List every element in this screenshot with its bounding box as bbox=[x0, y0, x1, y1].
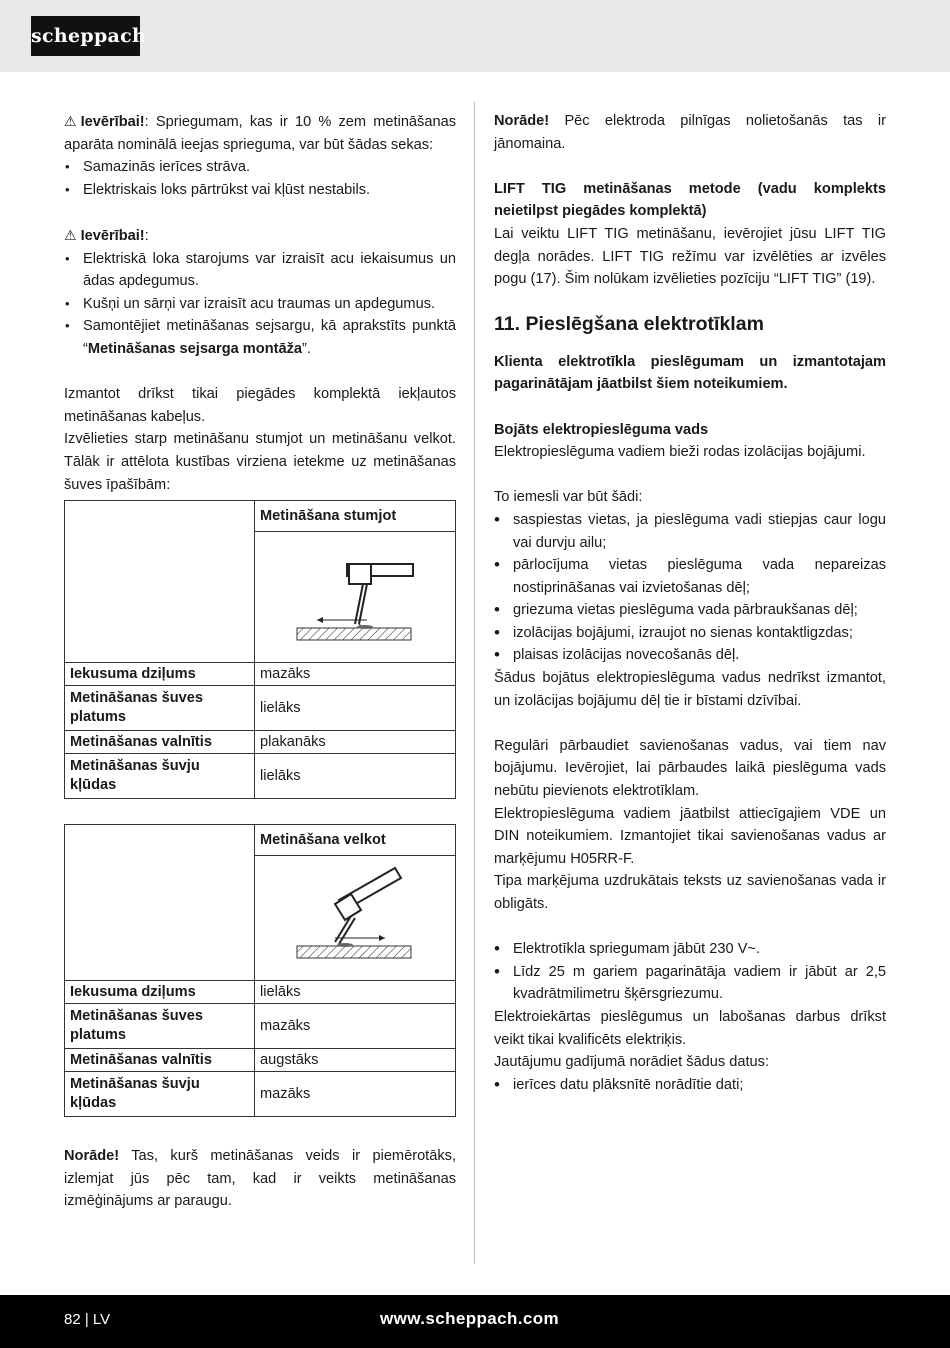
table-header: Metināšana stumjot bbox=[255, 501, 456, 532]
row-label: Iekusuma dziļums bbox=[65, 981, 255, 1004]
row-value: lielāks bbox=[255, 981, 456, 1004]
causes-list bbox=[494, 509, 886, 667]
list-item: • Elektrotīkla spriegumam jābūt 230 V~. bbox=[494, 938, 886, 961]
torch-pull-illustration bbox=[255, 858, 455, 972]
warning-text: : Spriegumam, kas ir 10 % zem metināšanas aparāta nominālā ieejas sprieguma, var būt šādas sekas: bbox=[64, 114, 456, 153]
questions-paragraph: Jautājumu gadījumā norādiet šādus datus: bbox=[494, 1054, 770, 1071]
row-value: lielāks bbox=[255, 686, 456, 731]
damaged-cable-title: Bojāts elektropieslēguma vads bbox=[494, 421, 709, 438]
list-item: • Elektriskā loka starojums var izraisīt acu iekaisumus un ādas apdegumus. bbox=[64, 248, 456, 293]
note-paragraph: Norāde! Pēc elektroda pilnīgas nolietošanās tas ir jānomaina. bbox=[494, 113, 886, 152]
scheppach-logo: scheppach bbox=[31, 16, 140, 56]
row-value: mazāks bbox=[255, 663, 456, 686]
danger-paragraph: Šādus bojātus elektropieslēguma vadus nedrīkst izmantot, un izolācijas bojājumu dēļ tie ir bīstami dzīvībai. bbox=[494, 670, 886, 709]
row-value: mazāks bbox=[255, 1072, 456, 1117]
cables-paragraph: Izmantot drīkst tikai piegādes komplektā iekļautos metināšanas kabeļus. bbox=[64, 386, 456, 425]
website-link[interactable]: www.scheppach.com bbox=[380, 1309, 560, 1328]
row-value: mazāks bbox=[255, 1004, 456, 1049]
pull-welding-diagram bbox=[255, 856, 456, 981]
damaged-cable-text: Elektropieslēguma vadiem bieži rodas izolācijas bojājumi. bbox=[494, 444, 866, 461]
list-item: • Samazinās ierīces strāva. bbox=[64, 156, 456, 179]
row-label: Metināšanas valnītis bbox=[65, 731, 255, 754]
row-label: Metināšanas šuvju kļūdas bbox=[65, 754, 255, 799]
row-value: lielāks bbox=[255, 754, 456, 799]
list-item: • griezuma vietas pieslēguma vada pārbraukšanas dēļ; bbox=[494, 599, 886, 622]
empty-cell bbox=[65, 825, 255, 981]
warning-triangle-icon: ⚠ bbox=[64, 113, 77, 129]
list-item: • Līdz 25 m gariem pagarinātāja vadiem ir jābūt ar 2,5 kvadrātmilimetru šķērsgriezumu. bbox=[494, 961, 886, 1006]
causes-intro: To iemesli var būt šādi: bbox=[494, 489, 643, 506]
list-item: • izolācijas bojājumi, izraujot no sienas kontaktligzdas; bbox=[494, 622, 886, 645]
torch-push-illustration bbox=[255, 532, 455, 656]
warning-title: Ievērībai! bbox=[80, 114, 145, 130]
list-item: • Kušņi un sārņi var izraisīt acu traumas un apdegumus. bbox=[64, 293, 456, 316]
warning-triangle-icon: ⚠ bbox=[64, 226, 77, 243]
column-divider bbox=[474, 102, 475, 1264]
row-value: plakanāks bbox=[255, 731, 456, 754]
list-item: • ierīces datu plāksnītē norādītie dati; bbox=[494, 1074, 886, 1097]
requirements-list bbox=[494, 938, 886, 1006]
list-item: • plaisas izolācijas novecošanās dēļ. bbox=[494, 644, 886, 667]
list-item: • pārlocījuma vietas pieslēguma vada nepareizas nostiprināšanas vai izvietošanas dēļ; bbox=[494, 554, 886, 599]
note-paragraph: Norāde! Tas, kurš metināšanas veids ir piemērotāks, izlemjat jūs pēc tam, kad ir veikts metināšanas izmēģinājums ar paraugu. bbox=[64, 1148, 456, 1210]
lift-tig-title: LIFT TIG metināšanas metode (vadu komplekts neietilpst piegādes komplektā) bbox=[494, 180, 886, 220]
list-item: • Elektriskais loks pārtrūkst vai kļūst nestabils. bbox=[64, 179, 456, 202]
direction-paragraph: Izvēlieties starp metināšanu stumjot un metināšanu velkot. Tālāk ir attēlota kustības virziena ietekme uz metināšanas šuves īpašībām: bbox=[64, 431, 456, 493]
check-paragraph: Regulāri pārbaudiet savienošanas vadus, vai tiem nav bojājumu. Ievērojiet, lai pārbaudes laikā pieslēguma vads nebūtu pievienots elektrotīklam. bbox=[494, 737, 886, 800]
lift-tig-text: Lai veiktu LIFT TIG metināšanu, ievērojiet jūsu LIFT TIG degļa norādes. LIFT TIG režīmu var izvēlēties ar izvēles pogu (17). Šim nolūkam izvēlieties pozīciju “LIFT TIG” (19). bbox=[494, 225, 886, 288]
row-label: Metināšanas šuvju kļūdas bbox=[65, 1072, 255, 1117]
push-welding-diagram bbox=[255, 532, 456, 663]
list-item: • Samontējiet metināšanas sejsargu, kā aprakstīts punktā “Metināšanas sejsarga montāža”. bbox=[64, 315, 456, 360]
intro-paragraph: Klienta elektrotīkla pieslēgumam un izmantotajam pagarinātājam jāatbilst šiem noteikumiem. bbox=[494, 353, 886, 393]
warning-paragraph-2: ⚠ Ievērībai!: bbox=[64, 224, 456, 248]
list-item: • saspiestas vietas, ja pieslēguma vadi stiepjas caur logu vai durvju ailu; bbox=[494, 509, 886, 554]
page-header bbox=[0, 0, 950, 72]
push-welding-table bbox=[64, 500, 456, 799]
row-value: augstāks bbox=[255, 1049, 456, 1072]
table-header: Metināšana velkot bbox=[255, 825, 456, 856]
pull-welding-table bbox=[64, 824, 456, 1117]
row-label: Metināšanas šuves platums bbox=[65, 1004, 255, 1049]
row-label: Iekusuma dziļums bbox=[65, 663, 255, 686]
empty-cell bbox=[65, 501, 255, 663]
left-column bbox=[64, 110, 456, 1213]
warning-paragraph-1 bbox=[64, 110, 456, 156]
data-list bbox=[494, 1074, 886, 1097]
row-label: Metināšanas šuves platums bbox=[65, 686, 255, 731]
right-column bbox=[494, 110, 886, 1096]
row-label: Metināšanas valnītis bbox=[65, 1049, 255, 1072]
section-heading: 11. Pieslēgšana elektrotīklam bbox=[494, 312, 764, 335]
warning-list-2 bbox=[64, 248, 456, 361]
page-footer bbox=[0, 1295, 950, 1348]
vde-paragraph: Elektropieslēguma vadiem jāatbilst attiecīgajiem VDE un DIN noteikumiem. Izmantojiet tikai savienošanas vadus ar marķējumu H05RR-F. bbox=[494, 805, 886, 867]
page-number: 82 | LV bbox=[64, 1311, 111, 1328]
warning-title: Ievērībai! bbox=[80, 227, 145, 244]
electrician-paragraph: Elektroiekārtas pieslēgumus un labošanas darbus drīkst veikt tikai kvalificēts elektriķis. bbox=[494, 1008, 886, 1048]
marking-paragraph: Tipa marķējuma uzdrukātais teksts uz savienošanas vada ir obligāts. bbox=[494, 873, 886, 912]
warning-list-1 bbox=[64, 156, 456, 201]
